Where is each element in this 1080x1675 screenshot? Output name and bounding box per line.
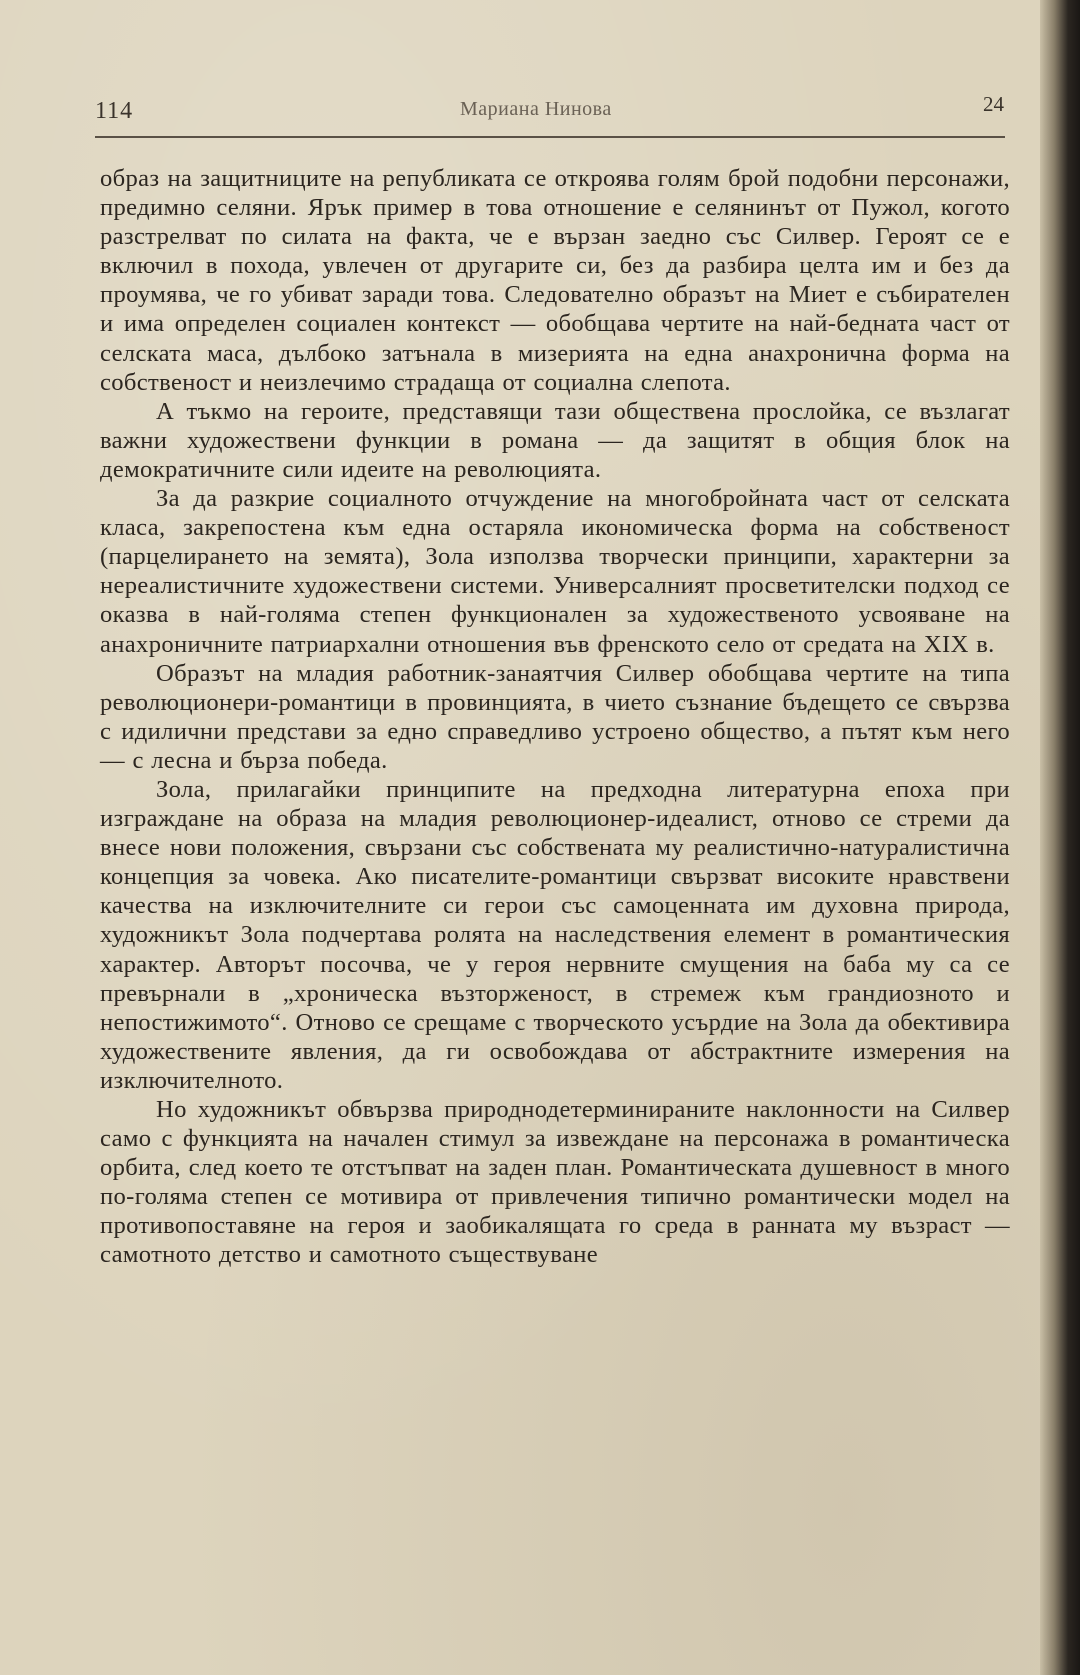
running-title: Мариана Нинова xyxy=(460,98,612,120)
paragraph: А тъкмо на героите, представящи тази обществена прослойка, се възлагат важни художествени функции в романа — да защитят в общия блок на демократичните сили идеите на революцията. xyxy=(100,397,1010,483)
body-text xyxy=(100,164,1010,1270)
book-spine-edge xyxy=(1040,0,1080,1675)
paragraph: За да разкрие социалното отчуждение на многобройната част от селската класа, закрепостена към една остаряла икономическа форма на собственост (парцелирането на земята), Зола използва творчески принципи, характерни за нереалистичните художествени системи. Универсалният просветителски подход се оказва в най-голяма степен функционален за художественото усвояване на анахроничните патриархални отношения във френското село от средата на XIX в. xyxy=(100,485,1010,658)
paragraph: Зола, прилагайки принципите на предходна литературна епоха при изграждане на образа на младия революционер-идеалист, отново се стреми да внесе нови положения, свързани със собствената му реалистично-натуралистична концепция за човека. Ако писателите-романтици свързват високите нравствени качества на изключителните си герои със самоценната им духовна природа, художникът Зола подчертава ролята на наследствения елемент в романтическия характер. Авторът посочва, че у героя нервните смущения на баба му са се превърнали в „хроническа възторженост, в стремеж към грандиозното и непостижимото“. Отново се срещаме с творческото усърдие на Зола да обективира художествените явления, да ги освобождава от абстрактните измерения на изключителното. xyxy=(100,775,1010,1094)
stamp-number: 24 xyxy=(983,92,1004,116)
paragraph: образ на защитниците на републиката се откроява голям брой подобни персонажи, предимно селяни. Ярък пример в това отношение е селянинът от Пужол, когото разстрелват по силата на факта, че е вързан заедно със Силвер. Героят се е включил в похода, увлечен от другарите си, без да разбира целта им и без да проумява, че го убиват заради това. Следователно образът на Миет е събирателен и има определен социален контекст — обобщава чертите на най-бедната част от селската маса, дълбоко затънала в мизерията на една анахронична форма на собственост и неизлечимо страдаща от социална слепота. xyxy=(100,165,1010,396)
paragraph: Образът на младия работник-занаятчия Силвер обобщава чертите на типа революционери-романтици в провинцията, в чието съзнание бъдещето се свързва с идилични представи за едно справедливо устроено общество, а пътят към него — с лесна и бърза победа. xyxy=(100,659,1010,774)
header-rule xyxy=(95,136,1005,138)
page-header xyxy=(95,92,1015,132)
paragraph: Но художникът обвързва природнодетерминираните наклонности на Силвер само с функцията на начален стимул за извеждане на персонажа в романтическа орбита, след което те отстъпват на заден план. Романтическата душевност в много по-голяма степен се мотивира от привлечения типично романтически модел на противопоставяне на героя и заобикалящата го среда в ранната му възраст — самотното детство и самотното съществуване xyxy=(100,1096,1010,1269)
page-number: 114 xyxy=(95,98,134,124)
